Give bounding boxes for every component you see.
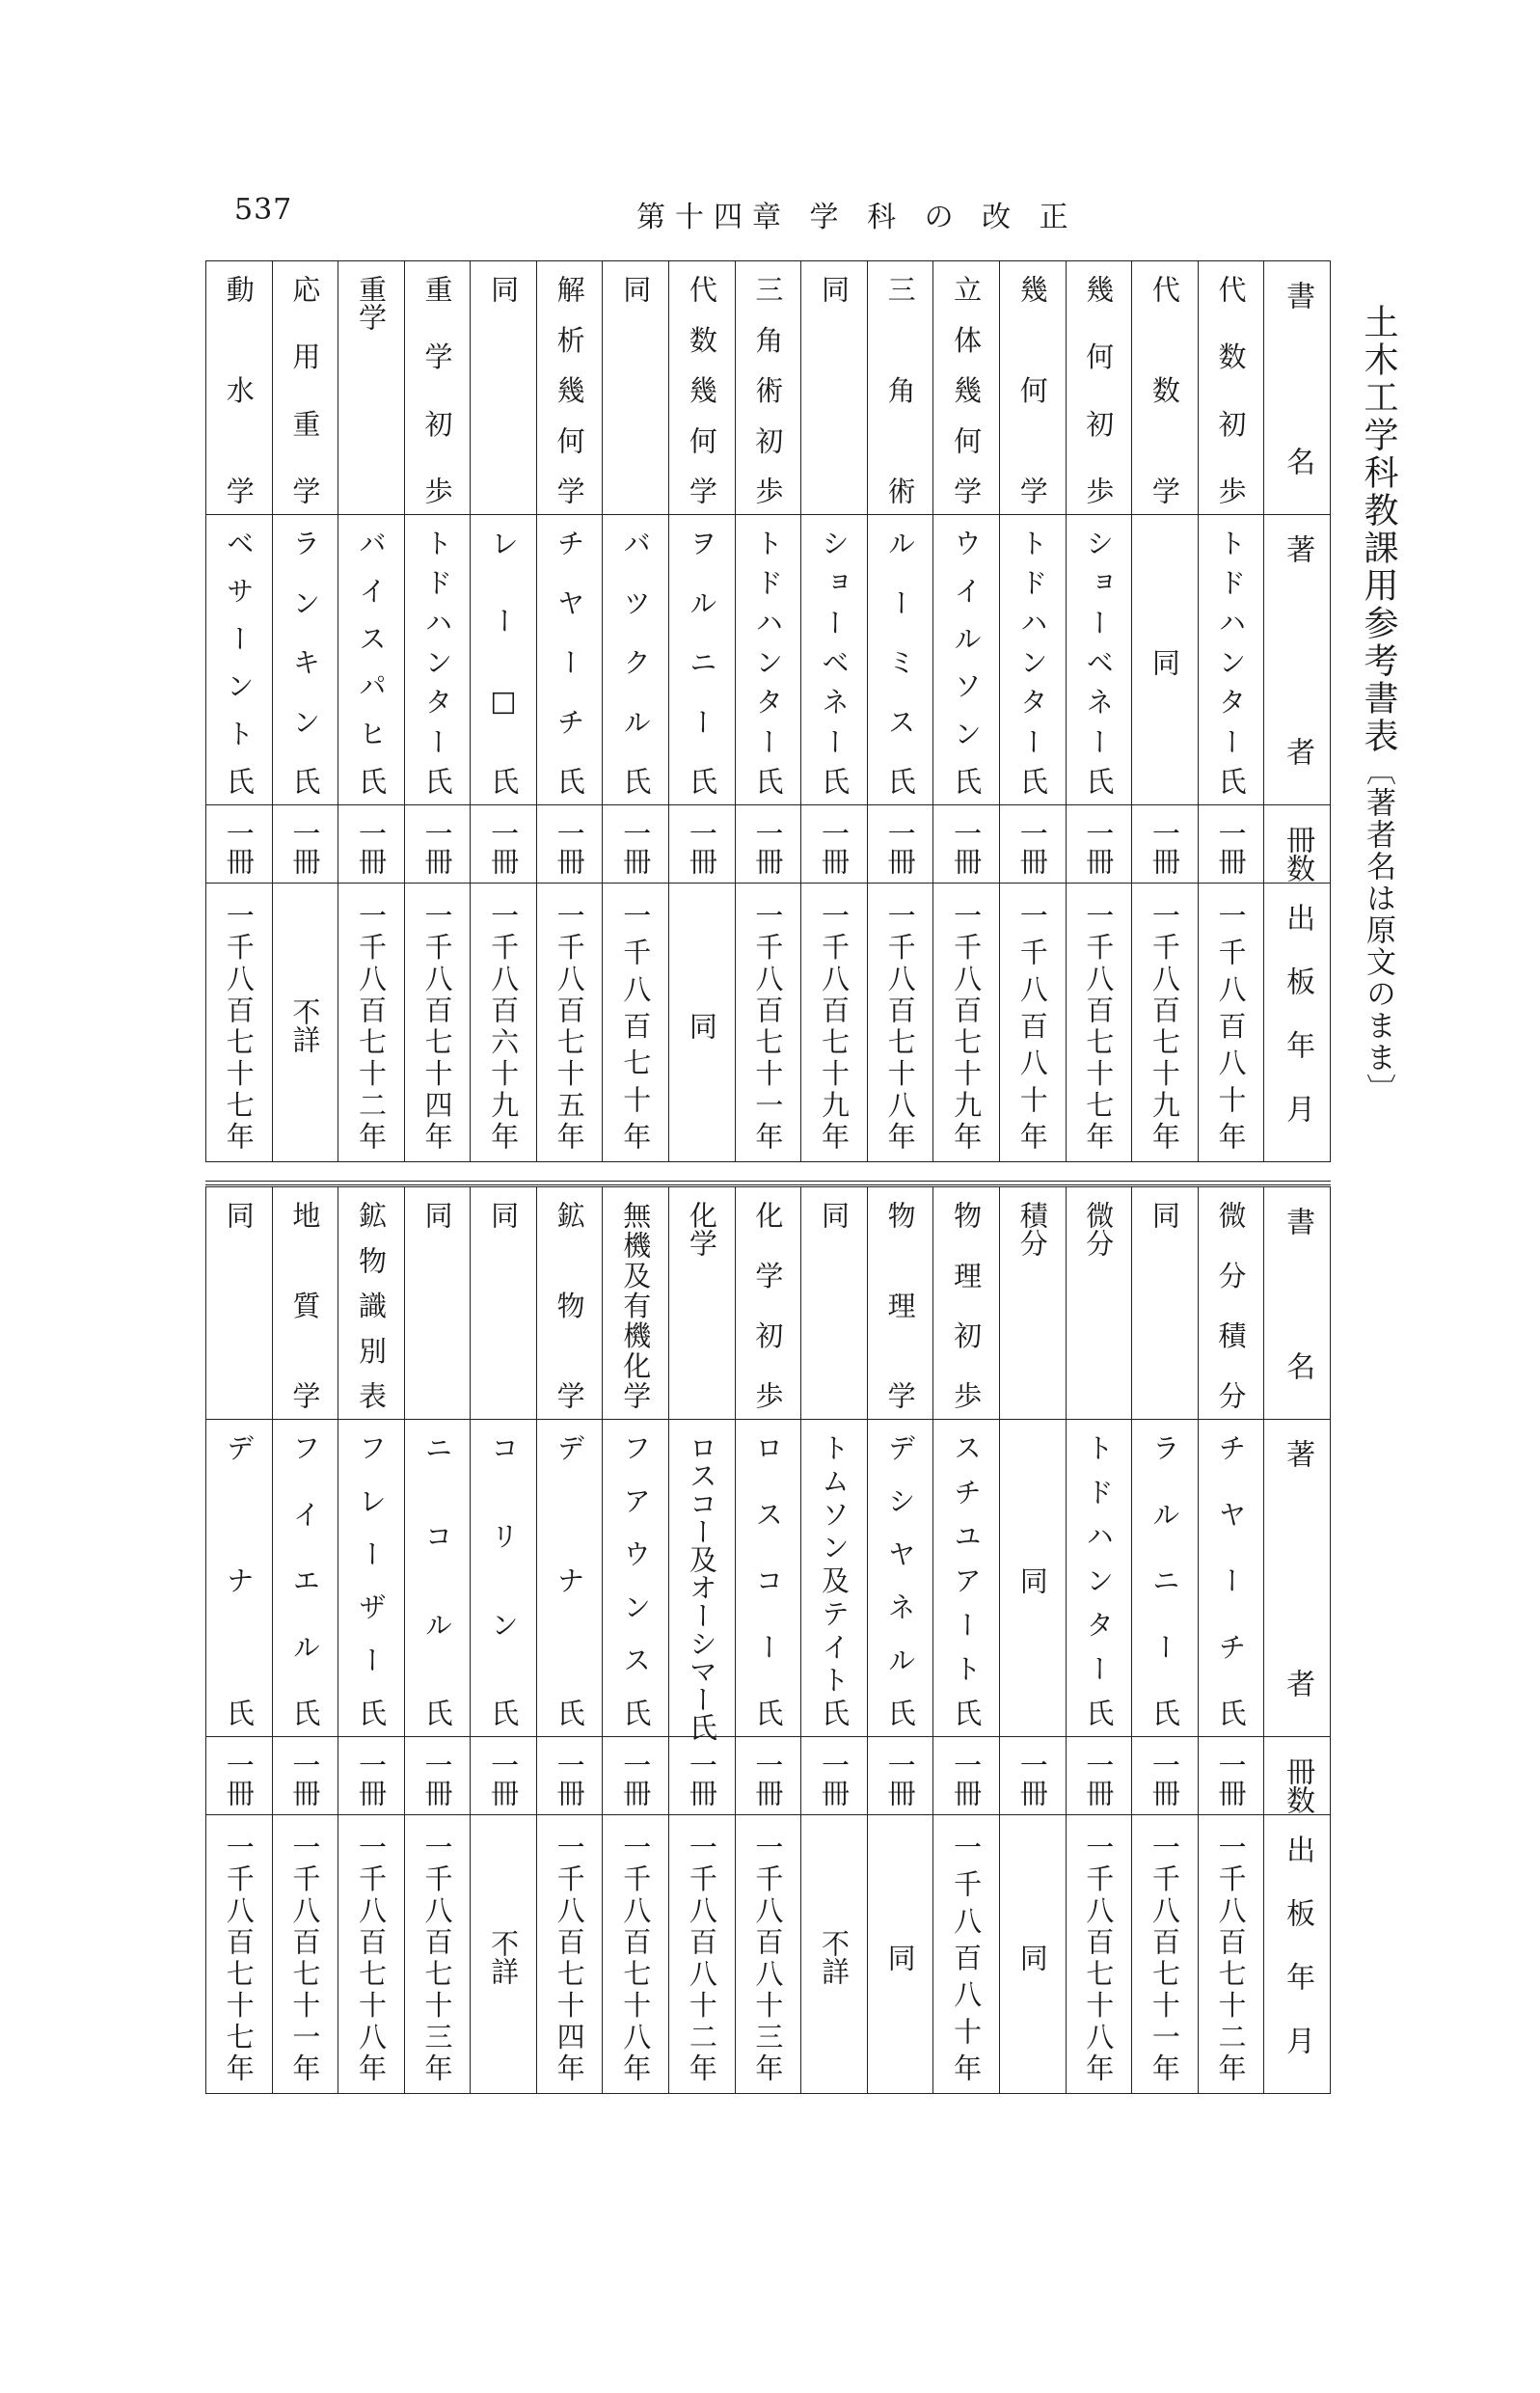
book-title-cell [272,261,338,515]
book-year: 一千八百八十年 [1015,901,1049,1150]
book-author-cell [867,1420,933,1737]
book-year: 一千八百八十年 [950,1833,984,2081]
book-author: デナ氏 [222,1433,256,1727]
side-title-main: 土木工学科教課用参考書表 [1359,304,1398,755]
book-year-cell [338,1815,405,2094]
book-title-cell [338,1187,405,1420]
book-year-cell [338,884,405,1162]
book-year-cell [404,884,471,1162]
book-author: トドハンター氏 [1015,529,1049,795]
book-author-cell [338,1420,405,1737]
book-year-cell [801,1815,868,2094]
book-year-cell [536,1815,603,2094]
book-title: 同 [1148,1201,1181,1229]
book-volumes: 一冊 [420,1751,454,1807]
book-author-cell [603,515,669,805]
book-year-cell [272,1815,338,2094]
book-title: 同 [222,1201,256,1229]
book-volumes: 一冊 [883,819,917,875]
book-volumes: 一冊 [1214,1751,1248,1807]
reference-table-lower [205,1186,1331,2094]
book-year: 一千八百六十九年 [487,901,521,1150]
book-year-cell [867,1815,933,2094]
book-volumes: 一冊 [817,819,851,875]
page-number: 537 [234,193,293,227]
header-title: 書 名 [1281,1207,1315,1380]
book-title-cell [404,1187,471,1420]
book-title-cell [1198,1187,1264,1420]
book-volumes-cell [1132,1737,1199,1815]
book-title-cell [1132,261,1199,515]
book-author-cell [471,515,537,805]
header-year-cell [1264,1815,1331,2094]
book-author-cell [933,515,1000,805]
book-title: 同 [420,1201,454,1229]
field-row-title [206,261,1331,515]
book-title-cell [933,261,1000,515]
book-volumes: 一冊 [222,819,256,875]
book-author: ルーミス氏 [883,529,917,795]
book-volumes: 一冊 [288,1751,322,1807]
book-year-cell [471,884,537,1162]
side-title-note: 〔著者名は原文のまま〕 [1361,755,1395,1105]
book-title: 鉱物識別表 [354,1201,388,1409]
book-volumes-cell [999,1737,1066,1815]
book-year: 一千八百八十年 [1214,901,1248,1150]
book-volumes: 一冊 [685,819,718,875]
book-author-cell [272,515,338,805]
book-volumes: 一冊 [751,1751,785,1807]
book-year: 不詳 [487,1929,521,1985]
book-volumes-cell [206,1737,273,1815]
book-year: 一千八百八十二年 [685,1833,718,2081]
book-year: 一千八百七十七年 [222,1833,256,2081]
book-title-cell [801,1187,868,1420]
book-year: 一千八百七十四年 [553,1833,586,2081]
book-year-cell [1132,1815,1199,2094]
book-year-cell [801,884,868,1162]
book-title: 重学初歩 [420,275,454,504]
book-author: ランキン氏 [288,529,322,795]
book-year: 一千八百七十八年 [354,1833,388,2081]
book-title: 化学 [685,1201,718,1257]
book-year-cell [603,1815,669,2094]
book-author: トドハンター氏 [751,529,785,795]
book-author-cell [735,515,801,805]
book-year-cell [1066,1815,1132,2094]
book-year-cell [933,884,1000,1162]
book-volumes-cell [206,805,273,884]
book-title-cell [1066,261,1132,515]
book-volumes: 一冊 [685,1751,718,1807]
book-volumes: 一冊 [817,1751,851,1807]
book-volumes-cell [471,1737,537,1815]
book-author: ショーベネー氏 [1082,529,1116,795]
book-author-cell [536,1420,603,1737]
book-author: スチユアート氏 [950,1433,984,1727]
book-author-cell [1198,1420,1264,1737]
book-author: トドハンター氏 [420,529,454,795]
book-title-cell [735,1187,801,1420]
book-year-cell [1198,884,1264,1162]
book-author: ニコル氏 [420,1433,454,1727]
book-title-cell [1066,1187,1132,1420]
book-volumes-cell [999,805,1066,884]
book-title: 重学 [354,275,388,331]
header-volumes-cell [1264,1737,1331,1815]
book-author: 同 [1015,1565,1049,1594]
book-year: 一千八百七十八年 [1082,1833,1116,2081]
table-divider [205,1181,1331,1185]
book-author-cell [735,1420,801,1737]
book-author: バツクル氏 [619,529,653,795]
book-year: 一千八百七十二年 [354,901,388,1150]
book-volumes: 一冊 [1214,819,1248,875]
book-volumes-cell [867,1737,933,1815]
book-volumes-cell [338,805,405,884]
book-title: 無機及有機化学 [619,1201,653,1409]
book-title-cell [999,1187,1066,1420]
book-year: 同 [1015,1943,1049,1972]
header-author: 著 者 [1281,1439,1315,1698]
book-author: レー□氏 [487,529,521,795]
header-volumes: 冊数 [1281,1756,1315,1814]
book-author-cell [338,515,405,805]
book-volumes: 一冊 [1148,1751,1181,1807]
book-author-cell [272,1420,338,1737]
book-year-cell [206,884,273,1162]
book-title-cell [933,1187,1000,1420]
book-volumes-cell [1066,1737,1132,1815]
book-volumes: 一冊 [883,1751,917,1807]
book-year: 一千八百七十八年 [883,901,917,1150]
field-row-volumes [206,805,1331,884]
book-year: 不詳 [817,1929,851,1985]
book-title: 代数幾何学 [685,275,718,504]
book-volumes-cell [933,805,1000,884]
book-volumes: 一冊 [420,819,454,875]
book-title: 微分積分 [1214,1201,1248,1409]
book-author: トドハンター氏 [1082,1433,1116,1727]
book-volumes: 一冊 [1148,819,1181,875]
book-author: ベサーント氏 [222,529,256,795]
book-volumes-cell [669,805,736,884]
book-title: 応用重学 [288,275,322,504]
book-title: 同 [487,1201,521,1229]
header-author-cell [1264,1420,1331,1737]
book-year: 一千八百七十八年 [619,1833,653,2081]
book-author-cell [471,1420,537,1737]
header-year: 出 板 年 月 [1281,903,1315,1123]
book-volumes-cell [1066,805,1132,884]
book-author: チヤーチ氏 [1214,1433,1248,1727]
book-author-cell [1066,1420,1132,1737]
running-head: 第十四章 学 科 の 改 正 [636,201,1078,234]
book-title: 化学初歩 [751,1201,785,1409]
book-author: トドハンター氏 [1214,529,1248,795]
book-year-cell [404,1815,471,2094]
book-author: ウイルソン氏 [950,529,984,795]
book-volumes-cell [404,1737,471,1815]
book-title: 動水学 [222,275,256,504]
header-author-cell [1264,515,1331,805]
book-author: フイエル氏 [288,1433,322,1727]
book-volumes-cell [404,805,471,884]
book-author-cell [669,1420,736,1741]
book-title-cell [338,261,405,515]
book-volumes: 一冊 [354,1751,388,1807]
book-volumes: 一冊 [487,1751,521,1807]
book-author-cell [206,515,273,805]
book-volumes-cell [272,1737,338,1815]
book-year-cell [603,884,669,1162]
book-title-cell [536,1187,603,1420]
book-title: 三角術初歩 [751,275,785,504]
book-title-cell [669,1187,736,1420]
book-volumes-cell [1198,1737,1264,1815]
book-year: 同 [685,1011,718,1040]
book-year-cell [1066,884,1132,1162]
book-title: 代数学 [1148,275,1181,504]
book-author-cell [536,515,603,805]
book-volumes: 一冊 [950,819,984,875]
book-volumes: 一冊 [619,1751,653,1807]
book-title: 物理学 [883,1201,917,1409]
book-title: 地質学 [288,1201,322,1409]
book-author: ラルニー氏 [1148,1433,1181,1727]
book-year-cell [1132,884,1199,1162]
book-author: フアウンス氏 [619,1433,653,1727]
book-title-cell [867,261,933,515]
header-volumes: 冊数 [1281,825,1315,883]
book-year: 一千八百七十年 [619,901,653,1150]
header-title-cell [1264,261,1331,515]
book-title-cell [603,261,669,515]
book-author: ヲルニー氏 [685,529,718,795]
book-author: ロスコー及オーシマー氏 [685,1433,718,1741]
book-title-cell [999,261,1066,515]
book-author-cell [933,1420,1000,1737]
book-year: 不詳 [288,997,322,1053]
book-author: トムソン及テイト氏 [817,1433,851,1727]
book-title-cell [801,261,868,515]
header-title-cell [1264,1187,1331,1420]
header-author: 著 者 [1281,534,1315,766]
book-author: バイスパヒ氏 [354,529,388,795]
book-volumes: 一冊 [1082,819,1116,875]
book-title-cell [206,261,273,515]
book-volumes-cell [603,1737,669,1815]
book-title-cell [1198,261,1264,515]
book-year-cell [735,884,801,1162]
book-title: 同 [817,1201,851,1229]
book-volumes: 一冊 [619,819,653,875]
book-volumes-cell [1132,805,1199,884]
book-year: 一千八百七十二年 [1214,1833,1248,2081]
book-title: 三角術 [883,275,917,504]
book-title-cell [1132,1187,1199,1420]
book-volumes-cell [933,1737,1000,1815]
book-title: 物理初歩 [950,1201,984,1409]
book-volumes: 一冊 [751,819,785,875]
reference-table-upper [205,260,1331,1162]
book-volumes-cell [471,805,537,884]
book-volumes-cell [735,1737,801,1815]
book-year: 一千八百七十九年 [950,901,984,1150]
book-volumes: 一冊 [553,1751,586,1807]
book-author-cell [603,1420,669,1737]
book-year-cell [669,884,736,1162]
book-year: 一千八百七十一年 [288,1833,322,2081]
book-title-cell [272,1187,338,1420]
book-year-cell [471,1815,537,2094]
book-year-cell [536,884,603,1162]
book-title-cell [471,1187,537,1420]
book-volumes-cell [536,1737,603,1815]
book-year-cell [272,884,338,1162]
book-year-cell [999,1815,1066,2094]
book-title-cell [404,261,471,515]
book-author: 同 [1148,647,1181,676]
book-author: ロスコー氏 [751,1433,785,1727]
book-author-cell [1132,1420,1199,1737]
header-year: 出 板 年 月 [1281,1835,1315,2054]
field-row-author [206,1420,1331,1737]
book-author-cell [1132,515,1199,805]
book-volumes: 一冊 [354,819,388,875]
book-author-cell [1198,515,1264,805]
book-title-cell [669,261,736,515]
book-author: フレーザー氏 [354,1433,388,1727]
header-title: 書 名 [1281,281,1315,476]
book-title: 微分 [1082,1201,1116,1257]
book-author-cell [867,515,933,805]
book-author: チヤーチ氏 [553,529,586,795]
book-title: 同 [817,275,851,303]
header-volumes-cell [1264,805,1331,884]
book-author: デシヤネル氏 [883,1433,917,1727]
book-volumes: 一冊 [1082,1751,1116,1807]
book-title-cell [603,1187,669,1420]
book-author-cell [206,1420,273,1737]
book-year: 一千八百七十九年 [1148,901,1181,1150]
book-volumes-cell [669,1737,736,1815]
book-year: 一千八百七十三年 [420,1833,454,2081]
book-volumes-cell [735,805,801,884]
book-title: 幾何初歩 [1082,275,1116,504]
book-year: 一千八百七十七年 [1082,901,1116,1150]
book-volumes-cell [801,805,868,884]
field-row-volumes [206,1737,1331,1815]
book-year-cell [1198,1815,1264,2094]
field-row-title [206,1187,1331,1420]
book-author-cell [801,1420,868,1737]
book-year: 一千八百七十九年 [817,901,851,1150]
book-author-cell [669,515,736,805]
book-volumes-cell [536,805,603,884]
book-title: 積分 [1015,1201,1049,1257]
book-volumes-cell [801,1737,868,1815]
book-author-cell [801,515,868,805]
book-year: 一千八百七十一年 [1148,1833,1181,2081]
book-title: 幾何学 [1015,275,1049,504]
book-volumes: 一冊 [1015,1751,1049,1807]
book-volumes: 一冊 [222,1751,256,1807]
book-year: 一千八百七十一年 [751,901,785,1150]
book-year: 一千八百七十五年 [553,901,586,1150]
book-year-cell [867,884,933,1162]
book-title-cell [735,261,801,515]
book-volumes: 一冊 [950,1751,984,1807]
side-title [1349,304,1407,1105]
field-row-author [206,515,1331,805]
book-title: 同 [487,275,521,303]
book-author-cell [1066,515,1132,805]
book-volumes: 一冊 [1015,819,1049,875]
book-year: 一千八百八十三年 [751,1833,785,2081]
book-title: 立体幾何学 [950,275,984,504]
book-year: 同 [883,1943,917,1972]
book-author-cell [404,1420,471,1737]
book-title: 同 [619,275,653,303]
book-title: 解析幾何学 [553,275,586,504]
book-year-cell [206,1815,273,2094]
book-volumes-cell [603,805,669,884]
book-author-cell [999,1420,1066,1737]
book-volumes: 一冊 [553,819,586,875]
book-title-cell [536,261,603,515]
field-row-year [206,1815,1331,2094]
book-author-cell [999,515,1066,805]
book-volumes: 一冊 [288,819,322,875]
book-year-cell [735,1815,801,2094]
book-volumes-cell [272,805,338,884]
book-author: コリン氏 [487,1433,521,1727]
book-title: 鉱物学 [553,1201,586,1409]
book-author-cell [404,515,471,805]
book-title: 代数初歩 [1214,275,1248,504]
book-volumes-cell [867,805,933,884]
book-volumes: 一冊 [487,819,521,875]
field-row-year [206,884,1331,1162]
book-volumes-cell [338,1737,405,1815]
book-year-cell [999,884,1066,1162]
book-year: 一千八百七十七年 [222,901,256,1150]
book-year: 一千八百七十四年 [420,901,454,1150]
book-title-cell [867,1187,933,1420]
book-author: ショーベネー氏 [817,529,851,795]
book-title-cell [471,261,537,515]
book-volumes-cell [1198,805,1264,884]
book-title-cell [206,1187,273,1420]
book-year-cell [933,1815,1000,2094]
book-author: デナ氏 [553,1433,586,1727]
header-year-cell [1264,884,1331,1162]
book-year-cell [669,1815,736,2094]
